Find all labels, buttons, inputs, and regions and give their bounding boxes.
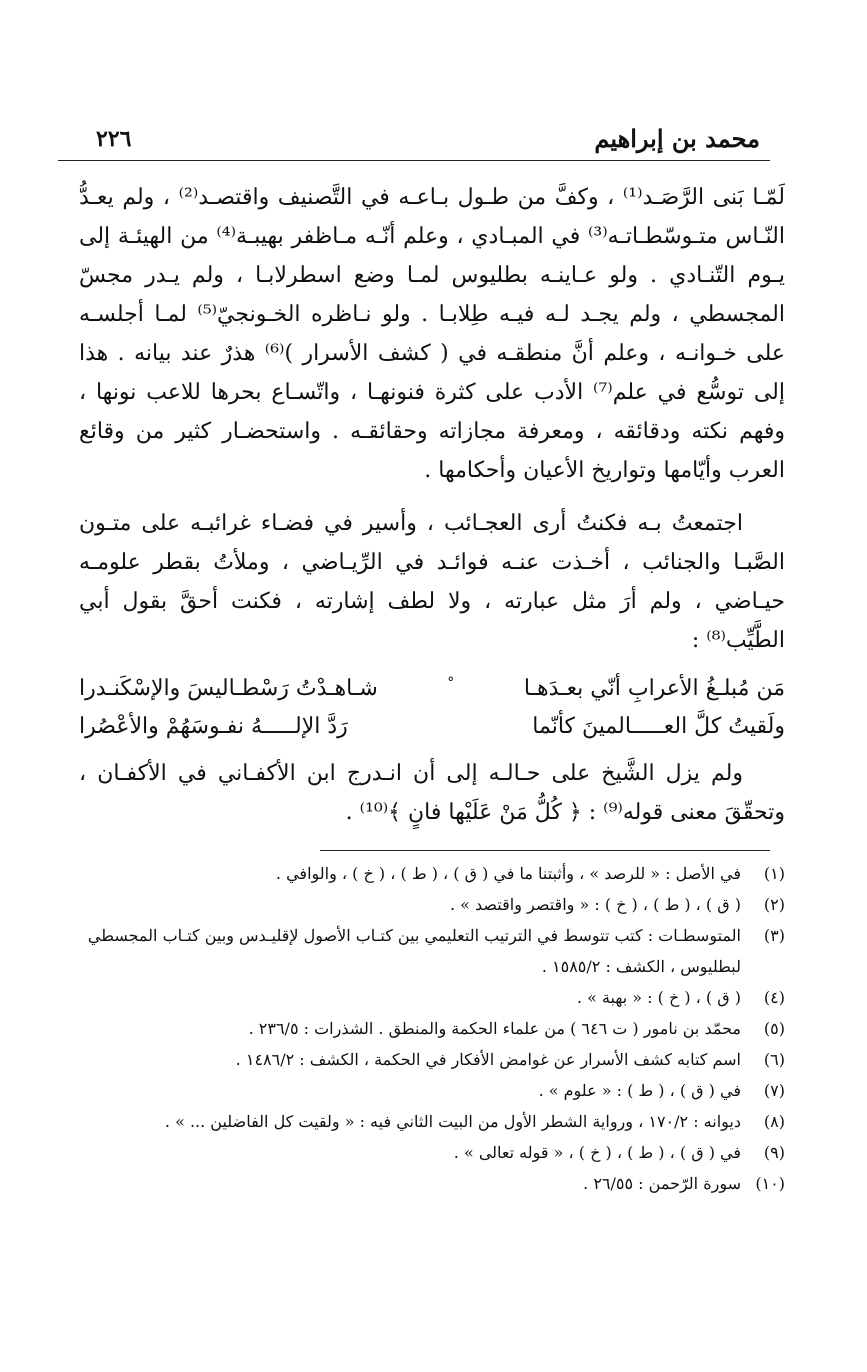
footnote-number: (٢) <box>763 895 785 914</box>
footnote-text: ديوانه : ١٧٠/٢ ، ورواية الشطر الأول من البيت الثاني فيه : « ولقيت كل الفاضلين ... » . <box>164 1112 741 1131</box>
verse-separator: ° <box>447 675 455 691</box>
footnote-rule <box>320 850 770 851</box>
footnote-number: (٩) <box>763 1143 785 1162</box>
poem <box>79 670 785 746</box>
footnote-number: (٧) <box>763 1081 785 1100</box>
footnote <box>65 920 785 982</box>
footnote-number: (١٠) <box>755 1174 785 1193</box>
footnote-text: ( ق ) ، ( خ ) : « بهبة » . <box>576 988 741 1007</box>
footnote-number: (٥) <box>763 1019 785 1038</box>
footnote-text: اسم كتابه كشف الأسرار عن غوامض الأفكار في الحكمة ، الكشف : ١٤٨٦/٢ . <box>235 1050 741 1069</box>
header-rule <box>58 160 770 161</box>
running-title: محمد بن إبراهيم <box>594 124 760 153</box>
footnote-number: (٨) <box>763 1112 785 1131</box>
footnote-number: (٦) <box>763 1050 785 1069</box>
footnote-text: المتوسطـات : كتب تتوسط في الترتيب التعليمي بين كتـاب الأصول لإقليـدس وبين كتـاب المجسطي لبطليوس ، الكشف : ١٥٨٥/٢ . <box>87 926 741 976</box>
footnote <box>65 1044 785 1075</box>
footnote-number: (٤) <box>763 988 785 1007</box>
footnote-text: محمّد بن نامور ( ت ٦٤٦ ) من علماء الحكمة والمنطق . الشذرات : ٢٣٦/٥ . <box>248 1019 741 1038</box>
running-header <box>58 118 768 158</box>
footnote <box>65 858 785 889</box>
footnote-text: في ( ق ) ، ( ط ) ، ( خ ) ، « قوله تعالى » . <box>453 1143 741 1162</box>
footnote <box>65 1106 785 1137</box>
footnote <box>65 1013 785 1044</box>
footnote-number: (١) <box>763 864 785 883</box>
footnote-text: ( ق ) ، ( ط ) ، ( خ ) : « واقتصر واقتصد » . <box>449 895 741 914</box>
verse-2-second-hemistich: رَدَّ الإلـــــهُ نفـوسَهُمْ والأعْصُرا <box>79 714 348 739</box>
footnote <box>65 1137 785 1168</box>
paragraph-3: ولم يزل الشَّيخ على حـالـه إلى أن انـدرج ابن الأكفـاني في الأكفـان ، وتحقّقَ معنى قوله⁽⁹⁾ : ﴿ كُلُّ مَنْ عَلَيْها فانٍ ﴾⁽¹⁰⁾ . <box>79 761 785 825</box>
footnotes <box>65 858 785 1199</box>
footnote <box>65 889 785 920</box>
poem-verse-1 <box>79 670 785 708</box>
footnote-text: في الأصل : « للرصد » ، وأثبتنا ما في ( ق ) ، ( ط ) ، ( خ ) ، والوافي . <box>275 864 741 883</box>
footnote-text: في ( ق ) ، ( ط ) : « علوم » . <box>538 1081 741 1100</box>
footnote-number: (٣) <box>763 926 785 945</box>
footnote <box>65 1168 785 1199</box>
verse-1-first-hemistich: مَن مُبلـغُ الأعرابِ أنّي بعـدَهـا <box>523 676 785 701</box>
footnote <box>65 1075 785 1106</box>
main-text <box>79 178 785 832</box>
footnote <box>65 982 785 1013</box>
page-number: ٢٢٦ <box>96 126 132 152</box>
verse-2-first-hemistich: ولَقيتُ كلَّ العـــــالمينَ كأنّما <box>532 714 785 739</box>
paragraph-1: لَمّـا بَنى الرَّصَـد⁽¹⁾ ، وكفَّ من طـول بـاعـه في التَّصنيف واقتصـد⁽²⁾ ، ولم يعـدُّ النّـاس متـوسّطـاتـه⁽³⁾ في المبـادي ، وعلم أنّـه مـاظفر بهيبـة⁽⁴⁾ من الهيئـة إلى يـوم التّنـادي . ولو عـاينـه بطليوس لمـا وضع اسطرلابـا ، ولم يـدر مجسّ المجسطي ، ولم يجـد لـه فيـه طِلابـا . ولو نـاظره الخـونجيّ⁽⁵⁾ لمـا أجلسـه على خـوانـه ، وعلم أنَّ منطقـه في ( كشف الأسرار )⁽⁶⁾ هذرٌ عند بيانه . هذا إلى توسُّع في علم⁽⁷⁾ الأدب على كثرة فنونهـا ، واتّسـاع بحرها للاعب نونها ، وفهم نكته ودقائقه ، ومعرفة مجازاته وحقائقـه . واستحضـار كثير من وقائع العرب وأيّامها وتواريخ الأعيان وأحكامها . <box>79 185 785 483</box>
poem-verse-2 <box>79 708 785 746</box>
verse-1-second-hemistich: شـاهـدْتُ رَسْطـاليسَ والإسْكَنـدرا <box>79 676 378 701</box>
footnote-text: سورة الرّحمن : ٢٦/٥٥ . <box>583 1174 741 1193</box>
paragraph-2: اجتمعتُ بـه فكنتُ أرى العجـائب ، وأسير في فضـاء غرائبـه على متـون الصَّبـا والجنائب ، أخـذت عنـه فوائـد في الرِّيـاضي ، وملأتُ بقطر علومـه حيـاضي ، ولم أرَ مثل عبارته ، ولا لطف إشارته ، فكنت أحقَّ بقول أبي الطَّيِّب⁽⁸⁾ : <box>79 511 785 653</box>
